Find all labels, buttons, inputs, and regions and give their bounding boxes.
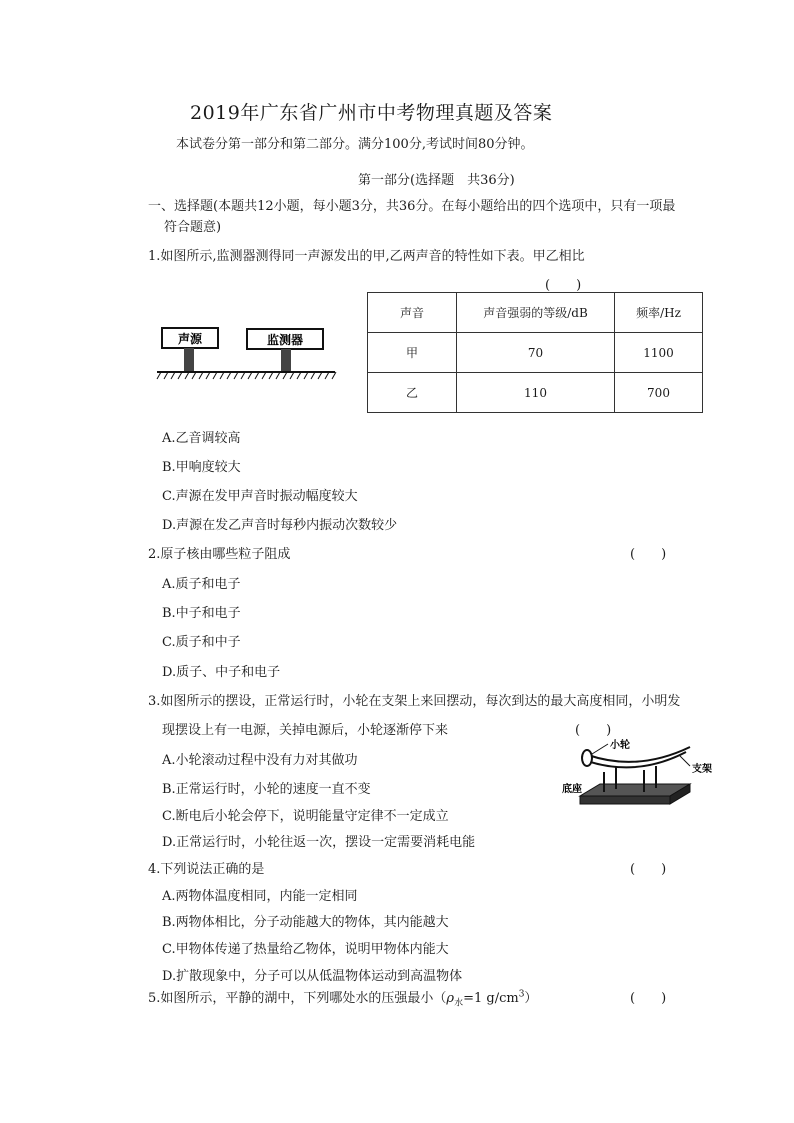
table-cell: 110 (457, 373, 615, 413)
question-3-option-d[interactable]: D.正常运行时，小轮往返一次，摆设一定需要消耗电能 (162, 835, 476, 850)
base-front (580, 796, 670, 804)
question-3-option-b[interactable]: B.正常运行时，小轮的速度一直不变 (162, 782, 371, 797)
question-2-option-c[interactable]: C.质子和中子 (162, 635, 241, 650)
question-4-option-d[interactable]: D.扩散现象中，分子可以从低温物体运动到高温物体 (162, 969, 463, 984)
table-header-cell: 频率/Hz (615, 293, 703, 333)
question-4-option-c[interactable]: C.甲物体传递了热量给乙物体，说明甲物体内能大 (162, 942, 449, 957)
base-label: 底座 (562, 784, 582, 795)
table-row (368, 373, 703, 413)
question-3-stem: 3.如图所示的摆设，正常运行时，小轮在支架上来回摆动，每次到达的最大高度相同，小明发 (148, 694, 681, 709)
question-5-stem-text: 5.如图所示，平静的湖中，下列哪处水的压强最小（ (148, 991, 447, 1006)
table-cell: 70 (457, 333, 615, 373)
monitor-post (281, 349, 291, 372)
question-3-option-c[interactable]: C.断电后小轮会停下，说明能量守定律不一定成立 (162, 809, 449, 824)
exam-intro: 本试卷分第一部分和第二部分。满分100分,考试时间80分钟。 (176, 137, 534, 152)
question-2-stem: 2.原子核由哪些粒子阻成 (148, 547, 291, 562)
rail-back (588, 747, 690, 762)
question-1-stem: 1.如图所示,监测器测得同一声源发出的甲,乙两声音的特性如下表。甲乙相比 (148, 249, 585, 264)
table-header-row (368, 293, 703, 333)
question-1-answer-paren: ( ) (545, 278, 582, 293)
section-instructions: 一、选择题(本题共12小题，每小题3分，共36分。在每小题给出的四个选项中，只有一项最 (148, 199, 676, 214)
question-5-stem-end: ） (524, 991, 538, 1006)
question-3-answer-paren: ( ) (575, 723, 612, 738)
question-1-option-d[interactable]: D.声源在发乙声音时每秒内振动次数较少 (162, 518, 398, 533)
monitor-label: 监测器 (266, 333, 304, 347)
rho-symbol: ρ (446, 991, 455, 1006)
source-post (184, 348, 194, 372)
question-3-stem-cont: 现摆设上有一电源，关掉电源后，小轮逐渐停下来 (162, 723, 449, 738)
table-cell: 甲 (368, 333, 457, 373)
question-5-stem (148, 987, 537, 1009)
swing-wheel-figure (558, 738, 723, 820)
question-3-option-a[interactable]: A.小轮滚动过程中没有力对其做功 (162, 753, 358, 768)
question-1-option-a[interactable]: A.乙音调较高 (162, 431, 241, 446)
question-4-option-b[interactable]: B.两物体相比，分子动能越大的物体，其内能越大 (162, 915, 449, 930)
question-4-stem: 4.下列说法正确的是 (148, 862, 265, 877)
density-exponent: 3 (518, 989, 525, 1000)
sound-data-table (367, 292, 703, 413)
stand-label: 支架 (692, 764, 712, 775)
ground-hatching (157, 372, 336, 379)
density-value: =1 g/cm (463, 991, 519, 1006)
question-2-option-d[interactable]: D.质子、中子和电子 (162, 665, 281, 680)
table-cell: 700 (615, 373, 703, 413)
table-cell: 1100 (615, 333, 703, 373)
wheel-pointer (592, 744, 608, 754)
rho-subscript: 水 (454, 998, 464, 1009)
question-2-option-b[interactable]: B.中子和电子 (162, 606, 241, 621)
page-title: 2019年广东省广州市中考物理真题及答案 (190, 102, 553, 124)
table-cell: 乙 (368, 373, 457, 413)
table-header-cell: 声音强弱的等级/dB (457, 293, 615, 333)
source-label: 声源 (177, 332, 203, 346)
question-1-option-c[interactable]: C.声源在发甲声音时振动幅度较大 (162, 489, 358, 504)
question-5-answer-paren: ( ) (630, 991, 667, 1006)
question-4-answer-paren: ( ) (630, 862, 667, 877)
stand-pointer (680, 756, 690, 766)
table-row (368, 333, 703, 373)
question-2-answer-paren: ( ) (630, 547, 667, 562)
question-1-option-b[interactable]: B.甲响度较大 (162, 460, 241, 475)
question-4-option-a[interactable]: A.两物体温度相同，内能一定相同 (162, 889, 358, 904)
part-heading: 第一部分(选择题 共36分) (358, 173, 515, 188)
question-2-option-a[interactable]: A.质子和电子 (162, 577, 241, 592)
wheel-label: 小轮 (610, 740, 630, 751)
wheel (582, 750, 592, 766)
sound-source-monitor-figure (155, 322, 340, 382)
table-header-cell: 声音 (368, 293, 457, 333)
section-instructions-cont: 符合题意) (164, 220, 222, 235)
